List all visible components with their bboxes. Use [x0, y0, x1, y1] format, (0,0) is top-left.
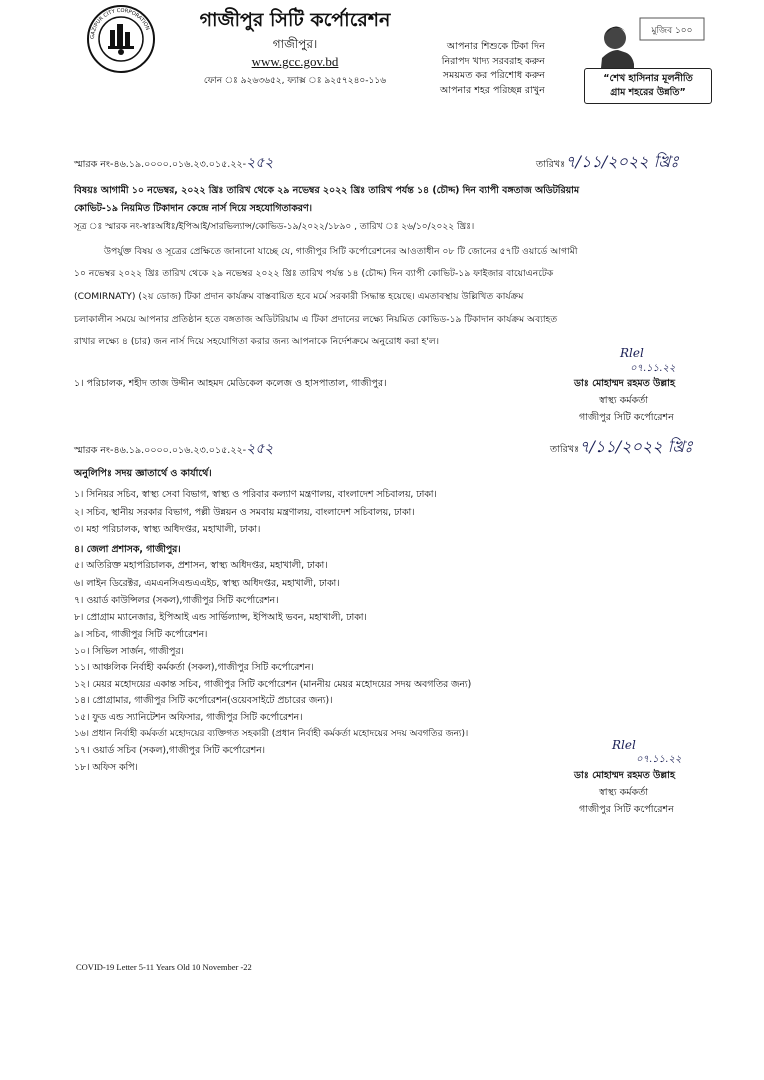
signature-date: ০৭.১১.২২ — [636, 754, 682, 765]
org-city: গাজীপুর। — [272, 37, 318, 51]
copy-item: ৬। লাইন ডিরেক্টর, এমএনসিএন্ডএএইচ, স্বাস্থ্য অধিদপ্তর, মহাখালী, ঢাকা। — [74, 578, 340, 589]
logo-ring-text: GAZIPUR CITY CORPORATION — [89, 7, 151, 40]
copy-item: ১। সিনিয়র সচিব, স্বাস্থ্য সেবা বিভাগ, স্বাস্থ্য ও পরিবার কল্যাণ মন্ত্রণালয়, বাংলাদেশ সচিবালয়, ঢাকা। — [74, 489, 437, 500]
copy-item: ১৫। ফুড এন্ড স্যানিটেশন অফিসার, গাজীপুর সিটি কর্পোরেশন। — [74, 712, 303, 723]
memo-date-copy — [550, 437, 693, 457]
memo-ref-handwritten: ২৫২ — [246, 441, 274, 457]
copy-item: ৩। মহা পরিচালক, স্বাস্থ্য অধিদপ্তর, মহাখালী, ঢাকা। — [74, 524, 261, 535]
memo-ref-handwritten: ২৫২ — [246, 155, 274, 171]
copy-item: ৮। প্রোগ্রাম ম্যানেজার, ইপিআই এন্ড সার্ভিল্যান্স, ইপিআই ভবন, মহাখালী, ঢাকা। — [74, 612, 367, 623]
signature-initials: Rlel — [612, 738, 636, 752]
recipient: ১। পরিচালক, শহীদ তাজ উদ্দীন আহমদ মেডিকেল কলেজ ও হাসপাতাল, গাজীপুর। — [74, 378, 387, 389]
body-line: ১০ নভেম্বর ২০২২ খ্রিঃ তারিখ থেকে ২৯ নভেম্বর ২০২২ খ্রিঃ তারিখ পর্যন্ত ১৪ (চৌদ্দ) দিন ব্যাপী কোভিট-১৯ ফাইজার বায়োএনটেক — [74, 268, 554, 279]
date-handwritten: ৭/১১/২০২২ খ্রিঃ — [579, 437, 693, 456]
body-line: রাখার লক্ষ্যে ৪ (চার) জন নার্স দিয়ে সহযোগিতা করার জন্য আপনাকে নির্দেশক্রমে অনুরোধ করা হ'ল। — [74, 336, 440, 347]
copy-item: ১১। আঞ্চলিক নির্বাহী কর্মকর্তা (সকল),গাজীপুর সিটি কর্পোরেশন। — [74, 662, 314, 673]
copy-item: ১২। মেয়র মহোদয়ের একান্ত সচিব, গাজীপুর সিটি কর্পোরেশন (মাননীয় মেয়র মহোদয়ের সদয় অবগতির জন্য) — [74, 679, 472, 690]
mujib-100-badge: মুজিব ১০০ — [651, 26, 693, 36]
file-label: COVID-19 Letter 5-11 Years Old 10 November -22 — [76, 962, 252, 972]
signature-initials: Rlel — [620, 346, 644, 360]
org-name: গাজীপুর সিটি কর্পোরেশন — [199, 9, 391, 31]
copy-item: ৯। সচিব, গাজীপুর সিটি কর্পোরেশন। — [74, 629, 208, 640]
copy-item: ১৭। ওয়ার্ড সচিব (সকল),গাজীপুর সিটি কর্পোরেশন। — [74, 745, 265, 756]
copy-item: ৫। অতিরিক্ত মহাপরিচালক, প্রশাসন, স্বাস্থ্য অধিদপ্তর, মহাখালী, ঢাকা। — [74, 560, 328, 571]
motto-line: “শেখ হাসিনার মূলনীতি — [603, 73, 693, 84]
subject-line: বিষয়ঃ আগামী ১০ নভেম্বর, ২০২২ খ্রিঃ তারিখ থেকে ২৯ নভেম্বর ২০২২ খ্রিঃ তারিখ পর্যন্ত ১৪ (চৌদ্দ) দিন ব্যাপী বঙ্গতাজ অডিটরিয়াম — [74, 185, 580, 196]
motto-box — [584, 68, 712, 104]
memo-ref-number: স্মারক নং-৪৬.১৯.০০০০.০১৬.২৩.০১৫.২২- — [74, 159, 247, 170]
slogan-list — [440, 40, 545, 98]
signatory-name: ডাঃ মোহাম্মদ রহমত উল্লাহ — [574, 770, 675, 781]
memo-date — [536, 152, 679, 172]
date-label: তারিখঃ — [550, 444, 580, 455]
source-reference: সূত্র ঃ স্মারক নং-স্বাঃঅধিঃ/ইপিআই/সারভিল্যান্স/কোভিড-১৯/২০২২/১৮৯০ , তারিখ ঃ ২৬/১০/২০২২ খ্রিঃ। — [74, 222, 475, 232]
copy-item: ১০। সিভিল সার্জন, গাজীপুর। — [74, 646, 184, 657]
date-label: তারিখঃ — [536, 159, 566, 170]
signatory-title: স্বাস্থ্য কর্মকর্তা — [599, 787, 649, 798]
slogan-item: নিরাপদ খাদ্য সরবরাহ করুন — [441, 55, 545, 67]
copy-heading: অনুলিপিঃ সদয় জ্ঞাতার্থে ও কার্যার্থে। — [74, 468, 212, 479]
copy-item: ১৮। অফিস কপি। — [74, 762, 138, 773]
slogan-item: আপনার শিশুকে টিকা দিন — [446, 41, 545, 52]
signatory-org: গাজীপুর সিটি কর্পোরেশন — [579, 412, 674, 423]
copy-item: ২। সচিব, স্থানীয় সরকার বিভাগ, পল্লী উন্নয়ন ও সমবায় মন্ত্রণালয়, বাংলাদেশ সচিবালয়, ঢাকা। — [74, 507, 415, 518]
copy-item: ১৬। প্রধান নির্বাহী কর্মকর্তা মহোদয়ের ব্যক্তিগত সহকারী (প্রধান নির্বাহী কর্মকর্তা মহোদয়ের সদয় অবগতির জন্য)। — [74, 729, 469, 739]
gcc-logo — [86, 4, 156, 74]
body-line: উপর্যুক্ত বিষয় ও সূত্রের প্রেক্ষিতে জানানো যাচ্ছে যে, গাজীপুর সিটি কর্পোরেশনের আওতাধীন ০৮ টি জোনের ৫৭টি ওয়ার্ডে আগামী — [104, 246, 578, 257]
signatory-title: স্বাস্থ্য কর্মকর্তা — [599, 395, 649, 406]
signature-date: ০৭.১১.২২ — [630, 363, 676, 374]
memo-ref-copy — [74, 441, 273, 459]
subject-line: কোভিট-১৯ নিয়মিত টিকাদান কেন্দ্রে নার্স দিয়ে সহযোগিতাকরণ। — [74, 203, 312, 214]
slogan-item: আপনার শহর পরিচ্ছন্ন রাখুন — [440, 84, 545, 96]
motto-line: গ্রাম শহরের উন্নতি” — [610, 87, 686, 98]
copy-item: ১৪। প্রোগ্রামার, গাজীপুর সিটি কর্পোরেশন(ওয়েবসাইটে প্রচারের জন্য)। — [74, 695, 333, 706]
body-line: (COMIRNATY) (২য় ডোজ) টিকা প্রদান কার্যক্রম বাস্তবায়িত হবে মর্মে সরকারী সিদ্ধান্ত হয়েছে। এমতাবস্থায় উল্লিখিত কার্যক্রম — [74, 291, 524, 302]
copy-item: ৪। জেলা প্রশাসক, গাজীপুর। — [74, 544, 181, 555]
date-handwritten: ৭/১১/২০২২ খ্রিঃ — [565, 152, 679, 171]
signatory-name: ডাঃ মোহাম্মদ রহমত উল্লাহ — [574, 378, 675, 389]
memo-ref — [74, 155, 273, 173]
signatory-org: গাজীপুর সিটি কর্পোরেশন — [579, 804, 674, 815]
org-website[interactable]: www.gcc.gov.bd — [251, 54, 339, 69]
body-line: চলাকালীন সময়ে আপনার প্রতিষ্ঠান হতে বঙ্গতাজ অডিটরিয়াম এ টিকা প্রদানের লক্ষ্যে নিয়মিত কোভিড-১৯ টিকাদান কার্যক্রম অব্যাহত — [74, 314, 558, 325]
slogan-item: সময়মত কর পরিশোধ করুন — [442, 70, 545, 81]
copy-item: ৭। ওয়ার্ড কাউন্সিলর (সকল),গাজীপুর সিটি কর্পোরেশন। — [74, 595, 279, 606]
org-phone-fax: ফোন ঃ ৯২৬৩৬৫২, ফ্যাক্স ঃ ৯২৫৭২৪০-১১৬ — [203, 76, 387, 86]
memo-ref-number: স্মারক নং-৪৬.১৯.০০০০.০১৬.২৩.০১৫.২২- — [74, 445, 247, 456]
